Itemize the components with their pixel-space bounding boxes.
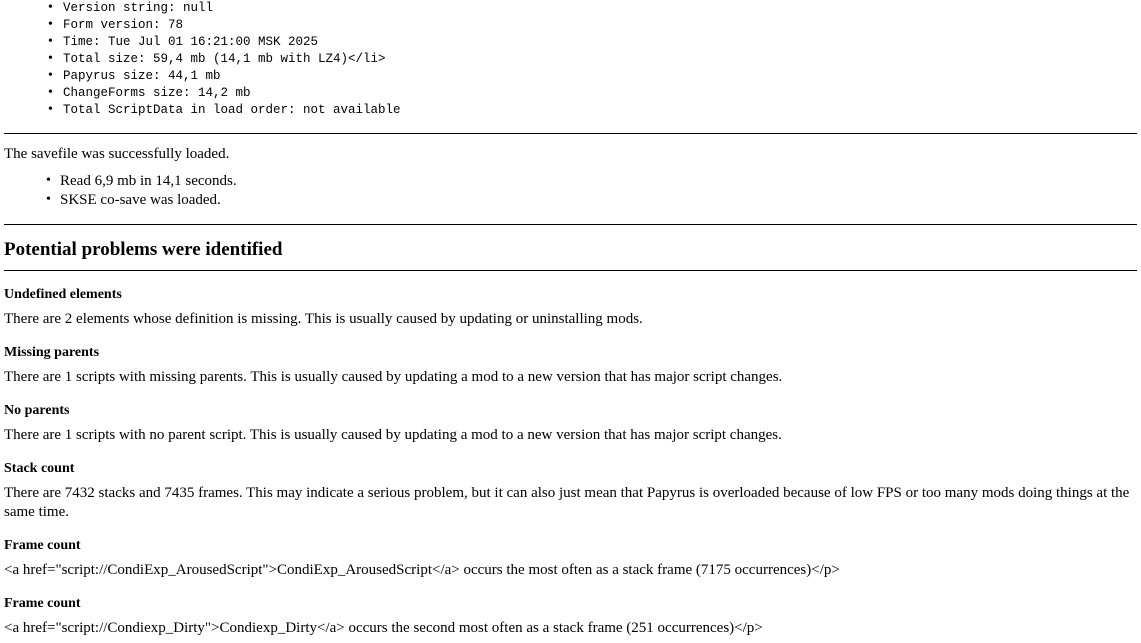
- divider: [4, 224, 1137, 225]
- page-title: Potential problems were identified: [4, 239, 283, 260]
- problem-title-stack-count: Stack count: [4, 461, 75, 476]
- problem-text-frame-count-1: <a href="script://CondiExp_ArousedScript">CondiExp_ArousedScript</a> occurs the most often as a stack frame (7175 occurrences)</p>: [4, 562, 840, 578]
- problem-title-missing-parents: Missing parents: [4, 345, 100, 360]
- list-item: • Papyrus size: 44,1 mb: [4, 68, 1137, 85]
- load-status-details: [4, 172, 1137, 210]
- problem-text-undefined-elements: There are 2 elements whose definition is missing. This is usually caused by updating or uninstalling mods.: [4, 311, 643, 327]
- problem-text-stack-count: There are 7432 stacks and 7435 frames. This may indicate a serious problem, but it can also just mean that Papyrus is overloaded because of low FPS or too many mods doing things at the same time.: [4, 485, 1130, 520]
- savefile-info-list: [4, 0, 1137, 119]
- list-item: • Read 6,9 mb in 14,1 seconds.: [4, 172, 1137, 191]
- list-item: • Time: Tue Jul 01 16:21:00 MSK 2025: [4, 34, 1137, 51]
- problem-title-frame-count-2: Frame count: [4, 596, 81, 611]
- divider: [4, 133, 1137, 134]
- list-item: • Total size: 59,4 mb (14,1 mb with LZ4)</li>: [4, 51, 1137, 68]
- list-item: • Form version: 78: [4, 17, 1137, 34]
- load-status-message: The savefile was successfully loaded.: [4, 146, 230, 162]
- divider: [4, 270, 1137, 271]
- list-item: • SKSE co-save was loaded.: [4, 191, 1137, 210]
- problem-title-no-parents: No parents: [4, 403, 70, 418]
- list-item: • Version string: null: [4, 0, 1137, 17]
- problem-text-frame-count-2: <a href="script://Condiexp_Dirty">Condiexp_Dirty</a> occurs the second most often as a stack frame (251 occurrences)</p>: [4, 620, 763, 636]
- problem-title-undefined-elements: Undefined elements: [4, 287, 122, 302]
- problem-text-no-parents: There are 1 scripts with no parent script. This is usually caused by updating a mod to a new version that has major script changes.: [4, 427, 782, 443]
- list-item: • ChangeForms size: 14,2 mb: [4, 85, 1137, 102]
- list-item: • Total ScriptData in load order: not available: [4, 102, 1137, 119]
- problem-text-missing-parents: There are 1 scripts with missing parents. This is usually caused by updating a mod to a new version that has major script changes.: [4, 369, 783, 385]
- problem-title-frame-count-1: Frame count: [4, 538, 81, 553]
